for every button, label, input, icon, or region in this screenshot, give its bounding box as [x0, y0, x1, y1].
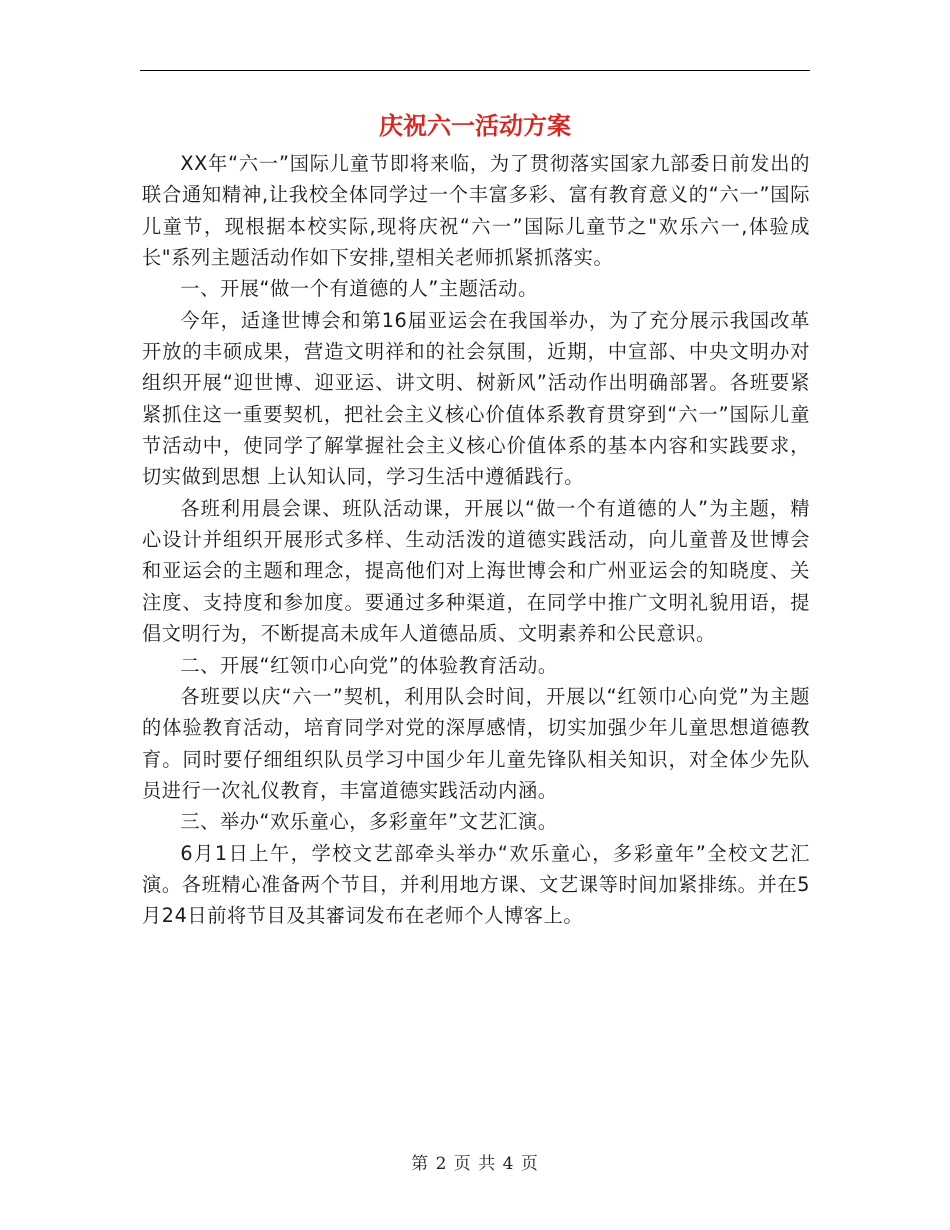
paragraph-intro: XX年“六一”国际儿童节即将来临，为了贯彻落实国家九部委日前发出的联合通知精神,让我校全体同学过一个丰富多彩、富有教育意义的“六一”国际儿童节，现根据本校实际,现将庆祝“六一”国际儿童节之"欢乐六一,体验成长"系列主题活动作如下安排,望相关老师抓紧抓落实。 — [142, 152, 810, 270]
document-title: 庆祝六一活动方案 — [379, 112, 571, 140]
paragraph-2: 各班要以庆“六一”契机，利用队会时间，开展以“红领巾心向党”为主题的体验教育活动，培育同学对党的深厚感情，切实加强少年儿童思想道德教育。同时要仔细组织队员学习中国少年儿童先锋队相关知识，对全体少先队员进行一次礼仪教育，丰富道德实践活动内涵。 — [142, 684, 810, 802]
page-number: 第 2 页 共 4 页 — [411, 1154, 539, 1174]
section-heading-2: 二、开展“红领巾心向党”的体验教育活动。 — [180, 653, 558, 677]
document-body — [142, 148, 810, 932]
paragraph-3: 6月1日上午，学校文艺部牵头举办“欢乐童心，多彩童年”全校文艺汇演。各班精心准备两个节目，并利用地方课、文艺课等时间加紧排练。并在5月24日前将节目及其審词发布在老师个人博客上。 — [142, 841, 810, 928]
section-heading-1: 一、开展“做一个有道德的人”主题活动。 — [180, 277, 538, 301]
paragraph-1a: 今年，适逢世博会和第16届亚运会在我国举办，为了充分展示我国改革开放的丰硕成果，营造文明祥和的社会氛围，近期，中宣部、中央文明办对组织开展“迎世博、迎亚运、讲文明、树新风”活动作出明确部署。各班要紧紧抓住这一重要契机，把社会主义核心价值体系教育贯穿到“六一”国际儿童节活动中，使同学了解掌握社会主义核心价值体系的基本内容和实践要求，切实做到思想 上认知认同，学习生活中遵循践行。 — [142, 308, 810, 489]
section-heading-3: 三、举办“欢乐童心，多彩童年”文艺汇演。 — [180, 810, 558, 834]
paragraph-1b: 各班利用晨会课、班队活动课，开展以“做一个有道德的人”为主题，精心设计并组织开展形式多样、生动活泼的道德实践活动，向儿童普及世博会和亚运会的主题和理念，提高他们对上海世博会和广州亚运会的知晓度、关注度、支持度和参加度。要通过多种渠道，在同学中推广文明礼貌用语，提倡文明行为，不断提高未成年人道德品质、文明素养和公民意识。 — [142, 496, 810, 646]
header-rule — [140, 70, 810, 71]
